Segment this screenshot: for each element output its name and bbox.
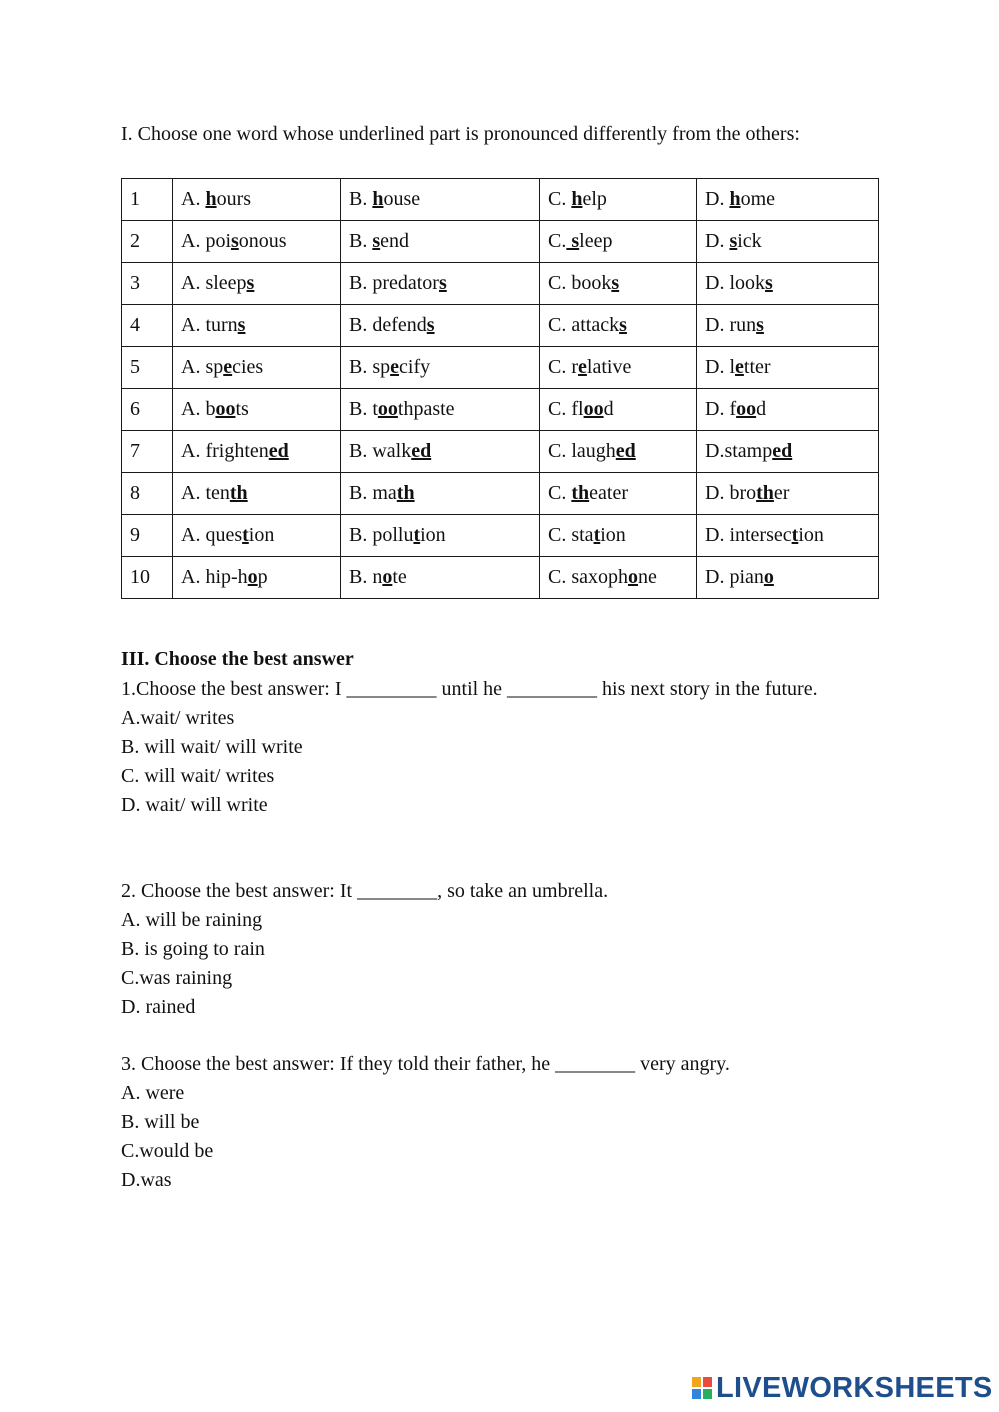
underlined-part: s: [426, 314, 435, 336]
option-d: [697, 305, 879, 347]
option-text: ts: [235, 398, 249, 420]
option-text: B. sp: [349, 356, 391, 378]
underlined-part: e: [578, 356, 587, 378]
option-text: end: [380, 230, 410, 252]
option-text: A. ques: [181, 524, 243, 546]
option-a: [173, 389, 341, 431]
option-text: leep: [579, 230, 613, 252]
row-number-text: 2: [130, 230, 140, 252]
underlined-part: h: [205, 188, 217, 210]
table-row: [122, 347, 879, 389]
answer-option: A. will be raining: [121, 909, 263, 931]
row-number-text: 8: [130, 482, 140, 504]
question-3: [121, 1050, 841, 1195]
row-number-text: 1: [130, 188, 140, 210]
underlined-part: t: [593, 524, 601, 546]
underlined-part: s: [237, 314, 246, 336]
option-c: [540, 389, 697, 431]
row-number: [122, 305, 173, 347]
option-text: B.: [349, 230, 373, 252]
table-row: [122, 557, 879, 599]
option-text: ours: [216, 188, 252, 210]
question-stem: 3. Choose the best answer: If they told their father, he ________ very angry.: [121, 1053, 730, 1075]
option-a: [173, 305, 341, 347]
liveworksheets-logo: [692, 1371, 993, 1405]
row-number: [122, 473, 173, 515]
option-b: [341, 515, 540, 557]
answer-option: D. rained: [121, 996, 196, 1018]
question-1: [121, 675, 841, 820]
option-text: C. sta: [548, 524, 594, 546]
pronunciation-table: [121, 178, 879, 599]
option-text: er: [773, 482, 790, 504]
answer-option: A.wait/ writes: [121, 707, 235, 729]
option-c: [540, 305, 697, 347]
underlined-part: h: [372, 188, 384, 210]
option-text: D. look: [705, 272, 765, 294]
table-row: [122, 389, 879, 431]
underlined-part: s: [246, 272, 255, 294]
answer-option: B. will wait/ will write: [121, 736, 303, 758]
option-text: C.: [548, 230, 567, 252]
option-c: [540, 431, 697, 473]
answer-option: A. were: [121, 1082, 185, 1104]
option-text: B. pollu: [349, 524, 414, 546]
table-row: [122, 221, 879, 263]
option-c: [540, 221, 697, 263]
option-text: ion: [248, 524, 275, 546]
option-text: A. sleep: [181, 272, 247, 294]
answer-option: C. will wait/ writes: [121, 765, 275, 787]
row-number-text: 7: [130, 440, 140, 462]
underlined-part: s: [619, 314, 627, 336]
option-text: onous: [238, 230, 287, 252]
underlined-part: th: [396, 482, 415, 504]
underlined-part: oo: [377, 398, 398, 420]
underlined-part: t: [242, 524, 249, 546]
option-text: B. defend: [349, 314, 427, 336]
option-text: cify: [399, 356, 431, 378]
option-a: [173, 473, 341, 515]
option-text: eater: [589, 482, 628, 504]
option-text: C.: [548, 188, 572, 210]
underlined-part: s: [372, 230, 381, 252]
answer-option: D. wait/ will write: [121, 794, 268, 816]
option-text: B. t: [349, 398, 378, 420]
table-row: [122, 263, 879, 305]
underlined-part: oo: [736, 398, 757, 420]
option-text: thpaste: [397, 398, 455, 420]
option-text: ne: [638, 566, 657, 588]
row-number-text: 9: [130, 524, 140, 546]
row-number: [122, 389, 173, 431]
option-text: D. run: [705, 314, 757, 336]
option-c: [540, 347, 697, 389]
option-text: D. l: [705, 356, 735, 378]
row-number: [122, 221, 173, 263]
underlined-part: ed: [268, 440, 289, 462]
option-text: C.: [548, 482, 572, 504]
option-text: A. hip-h: [181, 566, 248, 588]
option-text: A. poi: [181, 230, 231, 252]
answer-option: D.was: [121, 1169, 172, 1191]
option-b: [341, 389, 540, 431]
underlined-part: s: [611, 272, 620, 294]
logo-square: [692, 1389, 701, 1399]
underlined-part: th: [756, 482, 774, 504]
underlined-part: th: [571, 482, 590, 504]
option-c: [540, 179, 697, 221]
option-text: te: [392, 566, 407, 588]
underlined-part: s: [566, 230, 580, 252]
question-stem: 1.Choose the best answer: I _________ until he _________ his next story in the future.: [121, 678, 818, 700]
option-d: [697, 473, 879, 515]
option-text: C. book: [548, 272, 612, 294]
option-c: [540, 557, 697, 599]
option-d: [697, 221, 879, 263]
option-d: [697, 263, 879, 305]
answer-option: B. will be: [121, 1111, 200, 1133]
option-text: A. sp: [181, 356, 224, 378]
option-b: [341, 305, 540, 347]
option-text: d: [603, 398, 614, 420]
option-b: [341, 263, 540, 305]
section1-instruction: I. Choose one word whose underlined part is pronounced differently from the others:: [121, 123, 800, 145]
underlined-part: ed: [772, 440, 793, 462]
option-text: C. attack: [548, 314, 620, 336]
underlined-part: oo: [583, 398, 604, 420]
logo-mark-icon: [692, 1377, 712, 1399]
option-text: ome: [740, 188, 776, 210]
row-number: [122, 515, 173, 557]
option-text: A.: [181, 188, 206, 210]
underlined-part: o: [628, 566, 638, 588]
underlined-part: ed: [615, 440, 636, 462]
option-d: [697, 389, 879, 431]
option-b: [341, 221, 540, 263]
option-c: [540, 515, 697, 557]
option-text: D.: [705, 188, 730, 210]
question-stem: 2. Choose the best answer: It ________, so take an umbrella.: [121, 880, 609, 902]
row-number-text: 6: [130, 398, 140, 420]
answer-option: C.was raining: [121, 967, 233, 989]
option-text: B.: [349, 188, 373, 210]
table-row: [122, 305, 879, 347]
option-text: C. laugh: [548, 440, 616, 462]
underlined-part: s: [231, 230, 239, 252]
option-text: A. turn: [181, 314, 238, 336]
option-c: [540, 263, 697, 305]
row-number-text: 3: [130, 272, 140, 294]
option-text: ion: [420, 524, 446, 546]
option-text: cies: [232, 356, 264, 378]
question-2: [121, 877, 841, 1022]
underlined-part: o: [247, 566, 258, 588]
option-text: d: [756, 398, 767, 420]
underlined-part: th: [229, 482, 248, 504]
row-number-text: 4: [130, 314, 140, 336]
option-a: [173, 515, 341, 557]
underlined-part: ed: [411, 440, 432, 462]
option-text: ouse: [383, 188, 421, 210]
pronunciation-table-body: [122, 179, 879, 599]
option-a: [173, 431, 341, 473]
option-b: [341, 473, 540, 515]
logo-square: [703, 1377, 712, 1387]
underlined-part: s: [438, 272, 447, 294]
row-number: [122, 431, 173, 473]
option-text: ion: [798, 524, 824, 546]
option-text: C. saxoph: [548, 566, 628, 588]
underlined-part: oo: [215, 398, 236, 420]
option-text: lative: [586, 356, 632, 378]
option-text: B. walk: [349, 440, 412, 462]
underlined-part: s: [756, 314, 764, 336]
row-number: [122, 347, 173, 389]
option-text: B. n: [349, 566, 383, 588]
underlined-part: h: [729, 188, 741, 210]
table-row: [122, 515, 879, 557]
option-a: [173, 557, 341, 599]
option-text: B. ma: [349, 482, 397, 504]
option-b: [341, 179, 540, 221]
row-number: [122, 179, 173, 221]
section3-title: III. Choose the best answer: [121, 648, 354, 670]
row-number-text: 10: [130, 566, 150, 588]
option-text: D. pian: [705, 566, 764, 588]
underlined-part: s: [765, 272, 773, 294]
option-b: [341, 347, 540, 389]
option-d: [697, 515, 879, 557]
option-text: ion: [600, 524, 626, 546]
option-text: A. ten: [181, 482, 230, 504]
option-text: D. bro: [705, 482, 757, 504]
option-text: p: [257, 566, 268, 588]
option-text: tter: [743, 356, 771, 378]
option-b: [341, 557, 540, 599]
row-number-text: 5: [130, 356, 140, 378]
option-text: A. b: [181, 398, 216, 420]
option-d: [697, 431, 879, 473]
answer-option: C.would be: [121, 1140, 214, 1162]
option-a: [173, 347, 341, 389]
option-text: elp: [582, 188, 607, 210]
option-text: D. intersec: [705, 524, 792, 546]
table-row: [122, 179, 879, 221]
option-a: [173, 179, 341, 221]
option-text: C. fl: [548, 398, 584, 420]
option-d: [697, 347, 879, 389]
option-text: A. frighten: [181, 440, 269, 462]
underlined-part: o: [763, 566, 774, 588]
option-d: [697, 557, 879, 599]
option-text: D.stamp: [705, 440, 773, 462]
option-text: C. r: [548, 356, 578, 378]
option-a: [173, 221, 341, 263]
option-d: [697, 179, 879, 221]
table-row: [122, 473, 879, 515]
option-a: [173, 263, 341, 305]
option-text: D.: [705, 230, 730, 252]
option-text: ick: [737, 230, 762, 252]
option-c: [540, 473, 697, 515]
logo-square: [692, 1377, 701, 1387]
underlined-part: h: [571, 188, 583, 210]
logo-text: LIVEWORKSHEETS: [716, 1371, 993, 1404]
underlined-part: o: [382, 566, 393, 588]
answer-option: B. is going to rain: [121, 938, 265, 960]
underlined-part: e: [735, 356, 744, 378]
logo-square: [703, 1389, 712, 1399]
option-text: B. predator: [349, 272, 439, 294]
underlined-part: s: [729, 230, 738, 252]
underlined-part: e: [390, 356, 400, 378]
underlined-part: t: [791, 524, 799, 546]
row-number: [122, 557, 173, 599]
underlined-part: e: [223, 356, 233, 378]
option-b: [341, 431, 540, 473]
option-text: D. f: [705, 398, 737, 420]
underlined-part: t: [413, 524, 421, 546]
row-number: [122, 263, 173, 305]
table-row: [122, 431, 879, 473]
